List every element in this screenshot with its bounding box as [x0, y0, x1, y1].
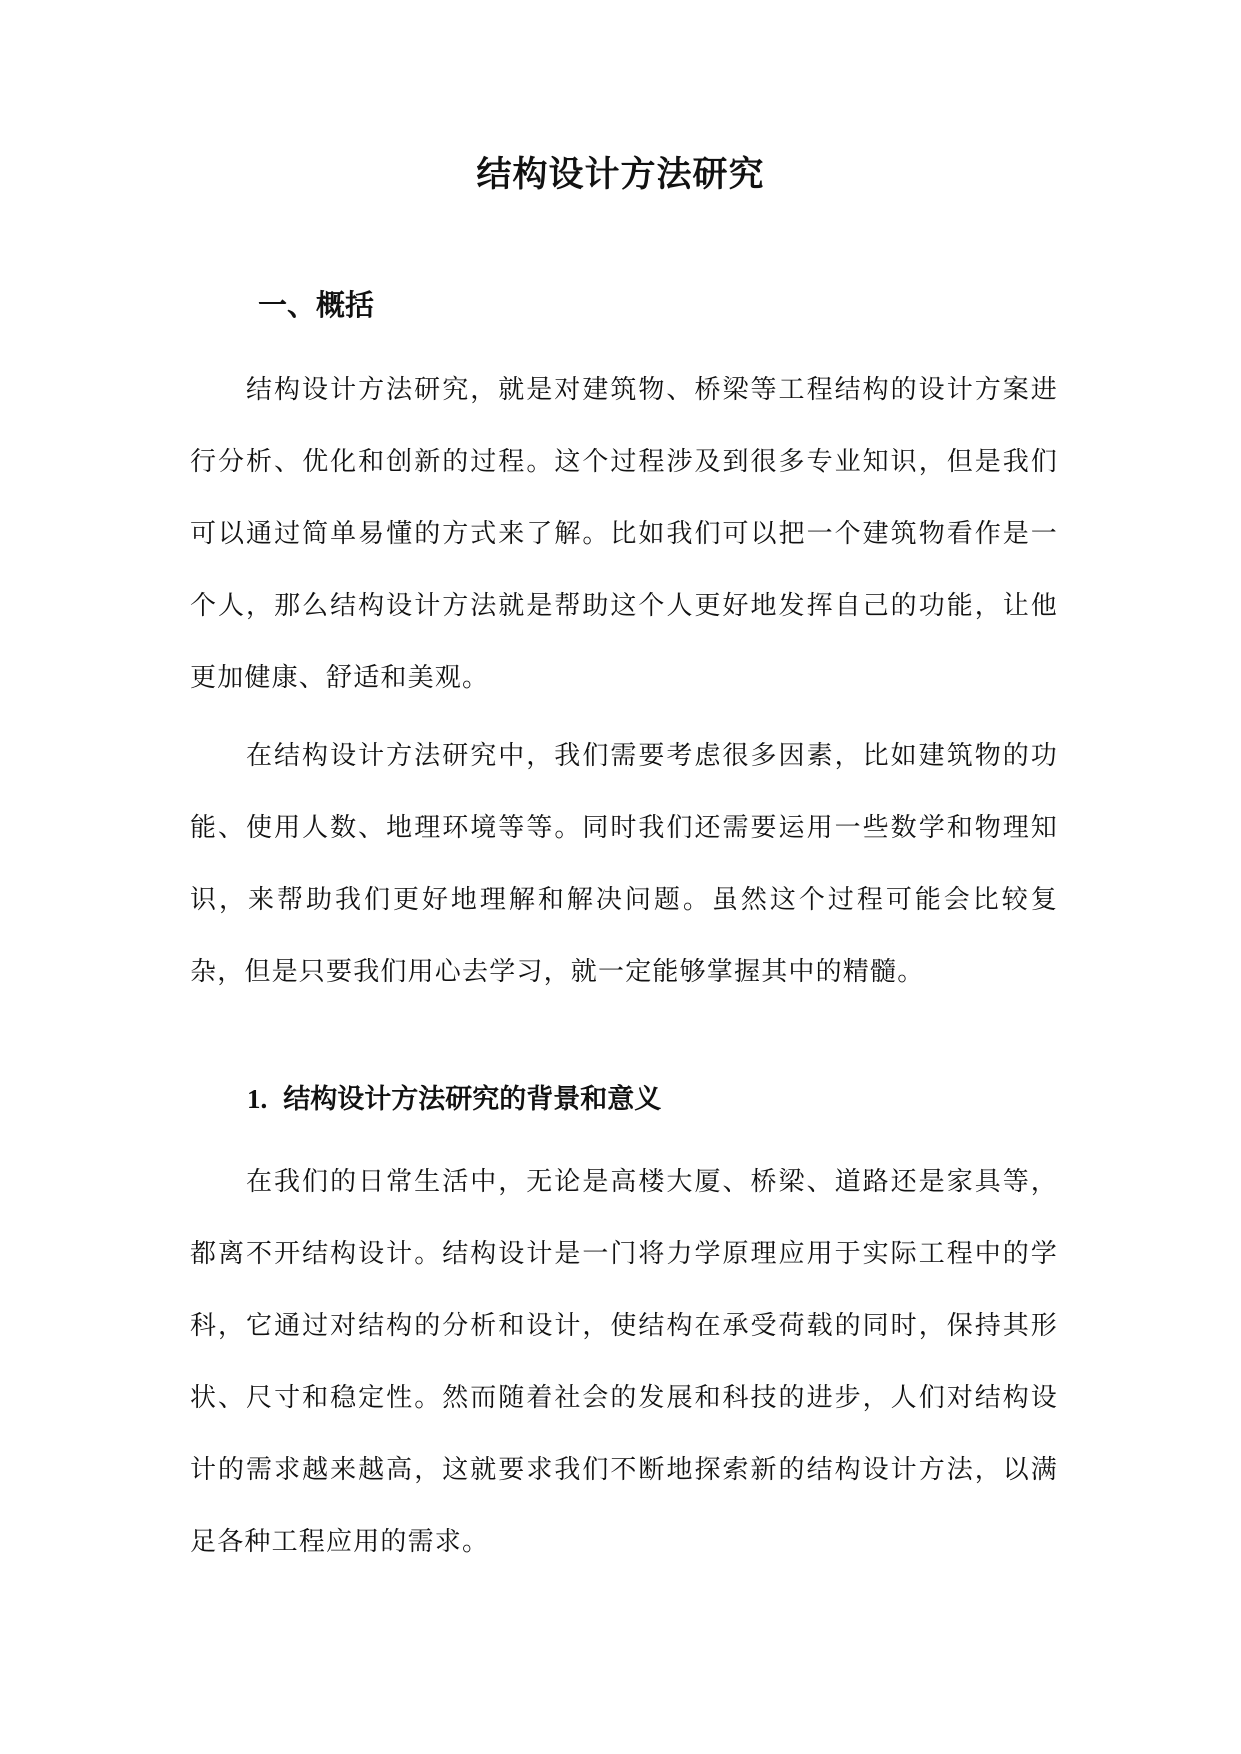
- subsection-number: 1.: [247, 1084, 268, 1114]
- paragraph-overview-2: 在结构设计方法研究中，我们需要考虑很多因素，比如建筑物的功能、使用人数、地理环境等等。同时我们还需要运用一些数学和物理知识，来帮助我们更好地理解和解决问题。虽然这个过程可能会比较复杂，但是只要我们用心去学习，就一定能够掌握其中的精髓。: [190, 741, 1058, 987]
- paragraph-background-1: 在我们的日常生活中，无论是高楼大厦、桥梁、道路还是家具等，都离不开结构设计。结构设计是一门将力学原理应用于实际工程中的学科，它通过对结构的分析和设计，使结构在承受荷载的同时，保持其形状、尺寸和稳定性。然而随着社会的发展和科技的进步，人们对结构设计的需求越来越高，这就要求我们不断地探索新的结构设计方法，以满足各种工程应用的需求。: [190, 1167, 1058, 1557]
- subsection-heading-text: 结构设计方法研究的背景和意义: [283, 1084, 662, 1115]
- paragraph-overview-1: 结构设计方法研究，就是对建筑物、桥梁等工程结构的设计方案进行分析、优化和创新的过程。这个过程涉及到很多专业知识，但是我们可以通过简单易懂的方式来了解。比如我们可以把一个建筑物看作是一个人，那么结构设计方法就是帮助这个人更好地发挥自己的功能，让他更加健康、舒适和美观。: [190, 375, 1058, 693]
- section-heading-overview: 一、概括: [258, 288, 375, 322]
- page-title: 结构设计方法研究: [476, 155, 765, 195]
- subsection-heading-background: [247, 1078, 661, 1121]
